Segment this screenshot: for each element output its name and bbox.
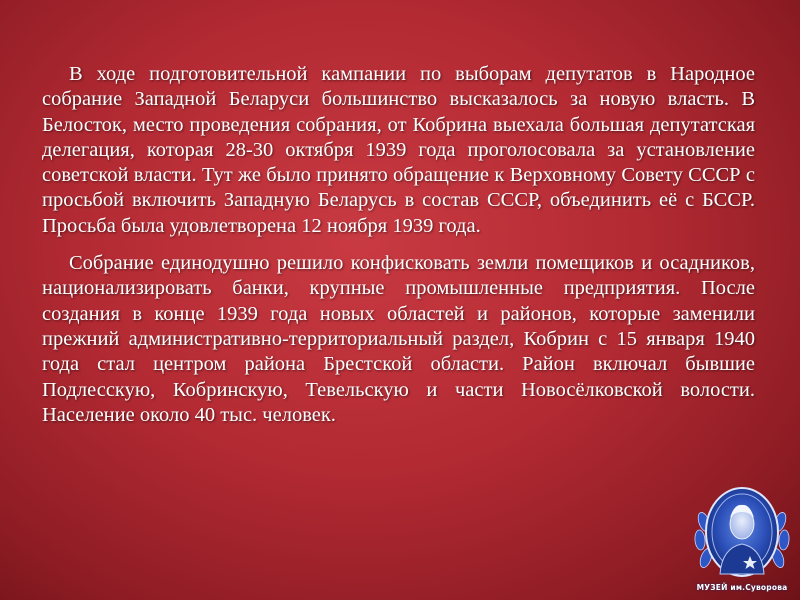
paragraph-1: В ходе подготовительной кампании по выборам депутатов в Народное собрание Западной Беларуси большинство высказалось за новую власть. В Белосток, место проведения собрания, от Кобрина выехала большая депутатская делегация, которая 28-30 октября 1939 года проголосовала за установление советской власти. Тут же было принято обращение к Верховному Совету СССР с просьбой включить Западную Беларусь в состав СССР, объединить её с БССР. Просьба была удовлетворена 12 ноября 1939 года. [42, 63, 755, 237]
museum-caption: МУЗЕЙ им.Суворова [696, 583, 788, 592]
paragraph-2: Собрание единодушно решило конфисковать земли помещиков и осадников, национализировать банки, крупные промышленные предприятия. После создания в конце 1939 года новых областей и районов, которые заменили прежний административно-территориальный раздел, Кобрин с 15 января 1940 года стал центром района Брестской области. Район включал бывшие Подлесскую, Кобринскую, Тевельскую и части Новосёлковской волости. Население около 40 тыс. человек. [42, 252, 755, 426]
suvorov-portrait-emblem-icon [690, 482, 794, 582]
slide-text [42, 62, 755, 428]
museum-logo [690, 482, 794, 594]
